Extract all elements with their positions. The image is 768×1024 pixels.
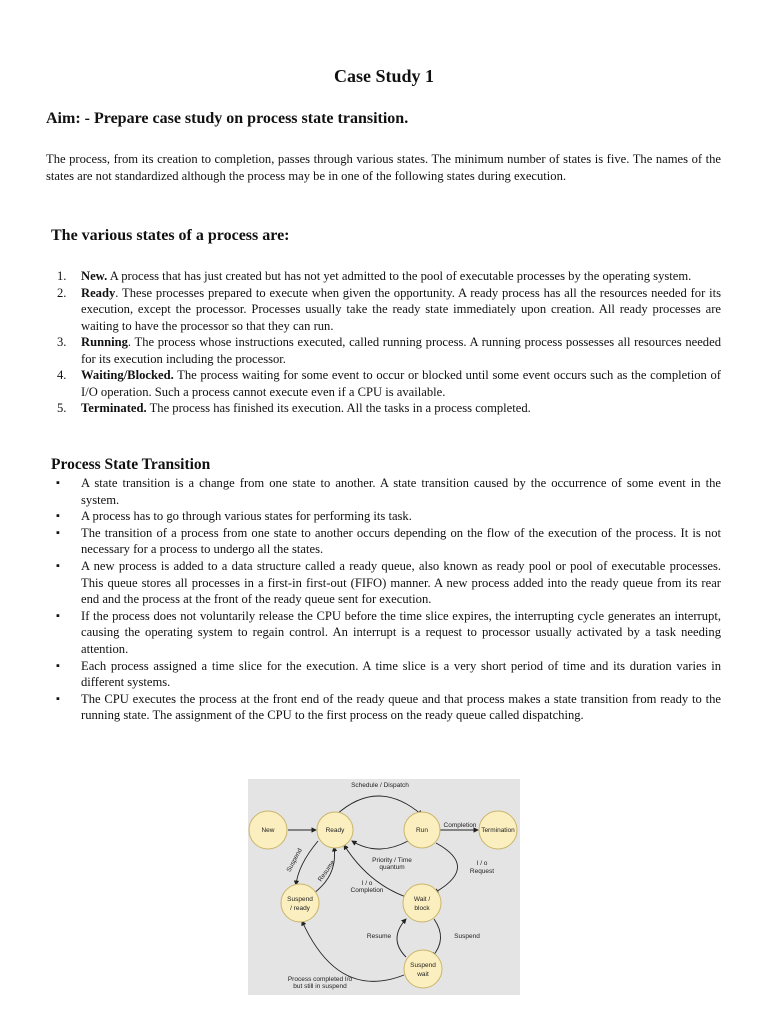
arrow-process-completed — [302, 921, 404, 981]
arrow-priority — [352, 841, 408, 849]
list-item — [46, 268, 721, 285]
node-label-termination: Termination — [481, 827, 515, 834]
edge-label-schedule: Schedule / Dispatch — [351, 782, 409, 789]
edge-label-suspend-left: Suspend — [285, 847, 304, 874]
node-label-suspend-ready: Suspend — [287, 896, 313, 903]
bullet-item — [46, 525, 721, 558]
node-label-run: Run — [416, 827, 428, 834]
bullet-icon: ▪ — [56, 526, 60, 539]
bullet-icon: ▪ — [56, 510, 60, 523]
node-label-suspend-wait: Suspend — [410, 962, 436, 969]
state-name: Ready — [81, 285, 116, 300]
bullet-icon: ▪ — [56, 609, 60, 622]
list-number: 1. — [57, 269, 67, 283]
node-label-suspend-ready: / ready — [290, 905, 310, 912]
edge-label-io-completion: I / o — [361, 880, 373, 887]
page-title: Case Study 1 — [333, 66, 435, 86]
arrow-io-request — [434, 843, 458, 893]
bullet-text: The transition of a process from one state to another occurs depending on the flow of the execution of the process. It is not necessary for a process to undergo all the states. — [81, 525, 721, 557]
arrow-suspend-left — [296, 841, 318, 885]
edge-label-io-completion: Completion — [350, 887, 384, 894]
node-label-new: New — [261, 827, 275, 834]
edge-label-io-request: Request — [469, 868, 495, 875]
bullet-text: A process has to go through various states for performing its task. — [81, 509, 412, 524]
edge-label-io-request: I / o — [476, 860, 488, 867]
state-name: Waiting/Blocked. — [81, 368, 174, 382]
state-name: Running — [81, 335, 128, 349]
node-label-ready: Ready — [325, 827, 345, 834]
state-name: Terminated. — [81, 401, 147, 415]
list-number: 5. — [57, 401, 67, 415]
bullet-icon: ▪ — [56, 692, 60, 705]
list-item — [46, 285, 721, 335]
list-number: 3. — [57, 335, 67, 349]
state-description: . The process whose instructions executed, called running process. A running process possesses all resources needed for its execution including the processor. — [81, 335, 721, 366]
bullet-text: The CPU executes the process at the front end of the ready queue and that process makes a state transition from ready to the running state. The assignment of the CPU to the first process on the ready queue called dispatching. — [81, 691, 721, 723]
bullet-text: If the process does not voluntarily release the CPU before the time slice expires, the interrupting cycle generates an interrupt, causing the operating system to regain control. An interrupt is a request to processor usually activated by a task needing attention. — [81, 608, 721, 656]
edge-label-completion: Completion — [443, 822, 477, 829]
list-number: 4. — [57, 368, 67, 382]
state-description: The process has finished its execution. All the tasks in a process completed. — [146, 401, 531, 415]
list-number: 2. — [57, 285, 67, 300]
node-label-wait-block: Wait / — [413, 896, 431, 903]
edge-label-process-completed: Process completed I/o — [287, 976, 353, 983]
node-wait-block — [403, 884, 441, 922]
bullet-text: A state transition is a change from one state to another. A state transition caused by the occurrence of some event in the system. — [81, 476, 721, 507]
node-label-suspend-wait: wait — [417, 971, 429, 978]
bullet-text: Each process assigned a time slice for the execution. A time slice is a very short period of time and its duration varies in different systems. — [81, 658, 721, 690]
bullet-item — [46, 508, 721, 525]
bullet-item — [46, 608, 721, 658]
bullet-item — [46, 558, 721, 608]
node-suspend-ready — [281, 884, 319, 922]
edge-label-process-completed: but still in suspend — [293, 983, 347, 990]
bullet-icon: ▪ — [56, 559, 60, 572]
states-heading: The various states of a process are: — [51, 227, 290, 244]
edge-label-resume-left: Resume — [316, 859, 337, 884]
state-diagram-svg — [248, 779, 520, 995]
state-description: The process waiting for some event to occur or blocked until some event occurs such as the completion of I/O operation. Such a process cannot execute even if a CPU is available. — [81, 368, 721, 399]
list-item — [46, 367, 721, 400]
edge-label-suspend-bottom: Suspend — [454, 933, 480, 940]
node-suspend-wait — [404, 950, 442, 988]
arrow-schedule — [336, 796, 422, 815]
node-label-wait-block: block — [414, 905, 430, 912]
list-item — [46, 400, 721, 417]
intro-paragraph: The process, from its creation to completion, passes through various states. The minimum number of states is five. The names of the states are not standardized although the process may be in one of the following states during execution. — [46, 152, 721, 183]
edge-label-priority: Priority / Time — [372, 857, 412, 864]
transition-bullet-list — [46, 475, 721, 724]
bullet-item — [46, 691, 721, 724]
bullet-item — [46, 658, 721, 691]
arrow-resume-bottom — [397, 919, 406, 957]
bullet-icon: ▪ — [56, 659, 60, 672]
bullet-item — [46, 475, 721, 508]
state-description: . These processes prepared to execute when given the opportunity. A ready process has all the resources needed for its execution, except the processor. Processes usually take the ready state immediately upon creation. All ready processes are waiting to have the processor so that they can run. — [81, 285, 721, 333]
list-item — [46, 334, 721, 367]
state-description: A process that has just created but has not yet admitted to the pool of executable processes by the operating system. — [107, 269, 692, 283]
state-name: New. — [81, 269, 108, 283]
edge-label-resume-bottom: Resume — [366, 933, 392, 940]
process-state-diagram — [248, 779, 520, 995]
bullet-icon: ▪ — [56, 477, 60, 489]
transition-heading: Process State Transition — [51, 456, 211, 473]
states-list — [46, 268, 721, 417]
aim-heading: Aim: - Prepare case study on process state transition. — [46, 110, 409, 127]
arrow-suspend-bottom — [432, 919, 441, 957]
bullet-text: A new process is added to a data structure called a ready queue, also known as ready pool or pool of executable processes. This queue stores all processes in a first-in first-out (FIFO) manner. A new process added into the ready queue from its rear end and the process at the front of the ready queue sent for execution. — [81, 558, 721, 607]
edge-label-priority: quantum — [379, 864, 405, 871]
